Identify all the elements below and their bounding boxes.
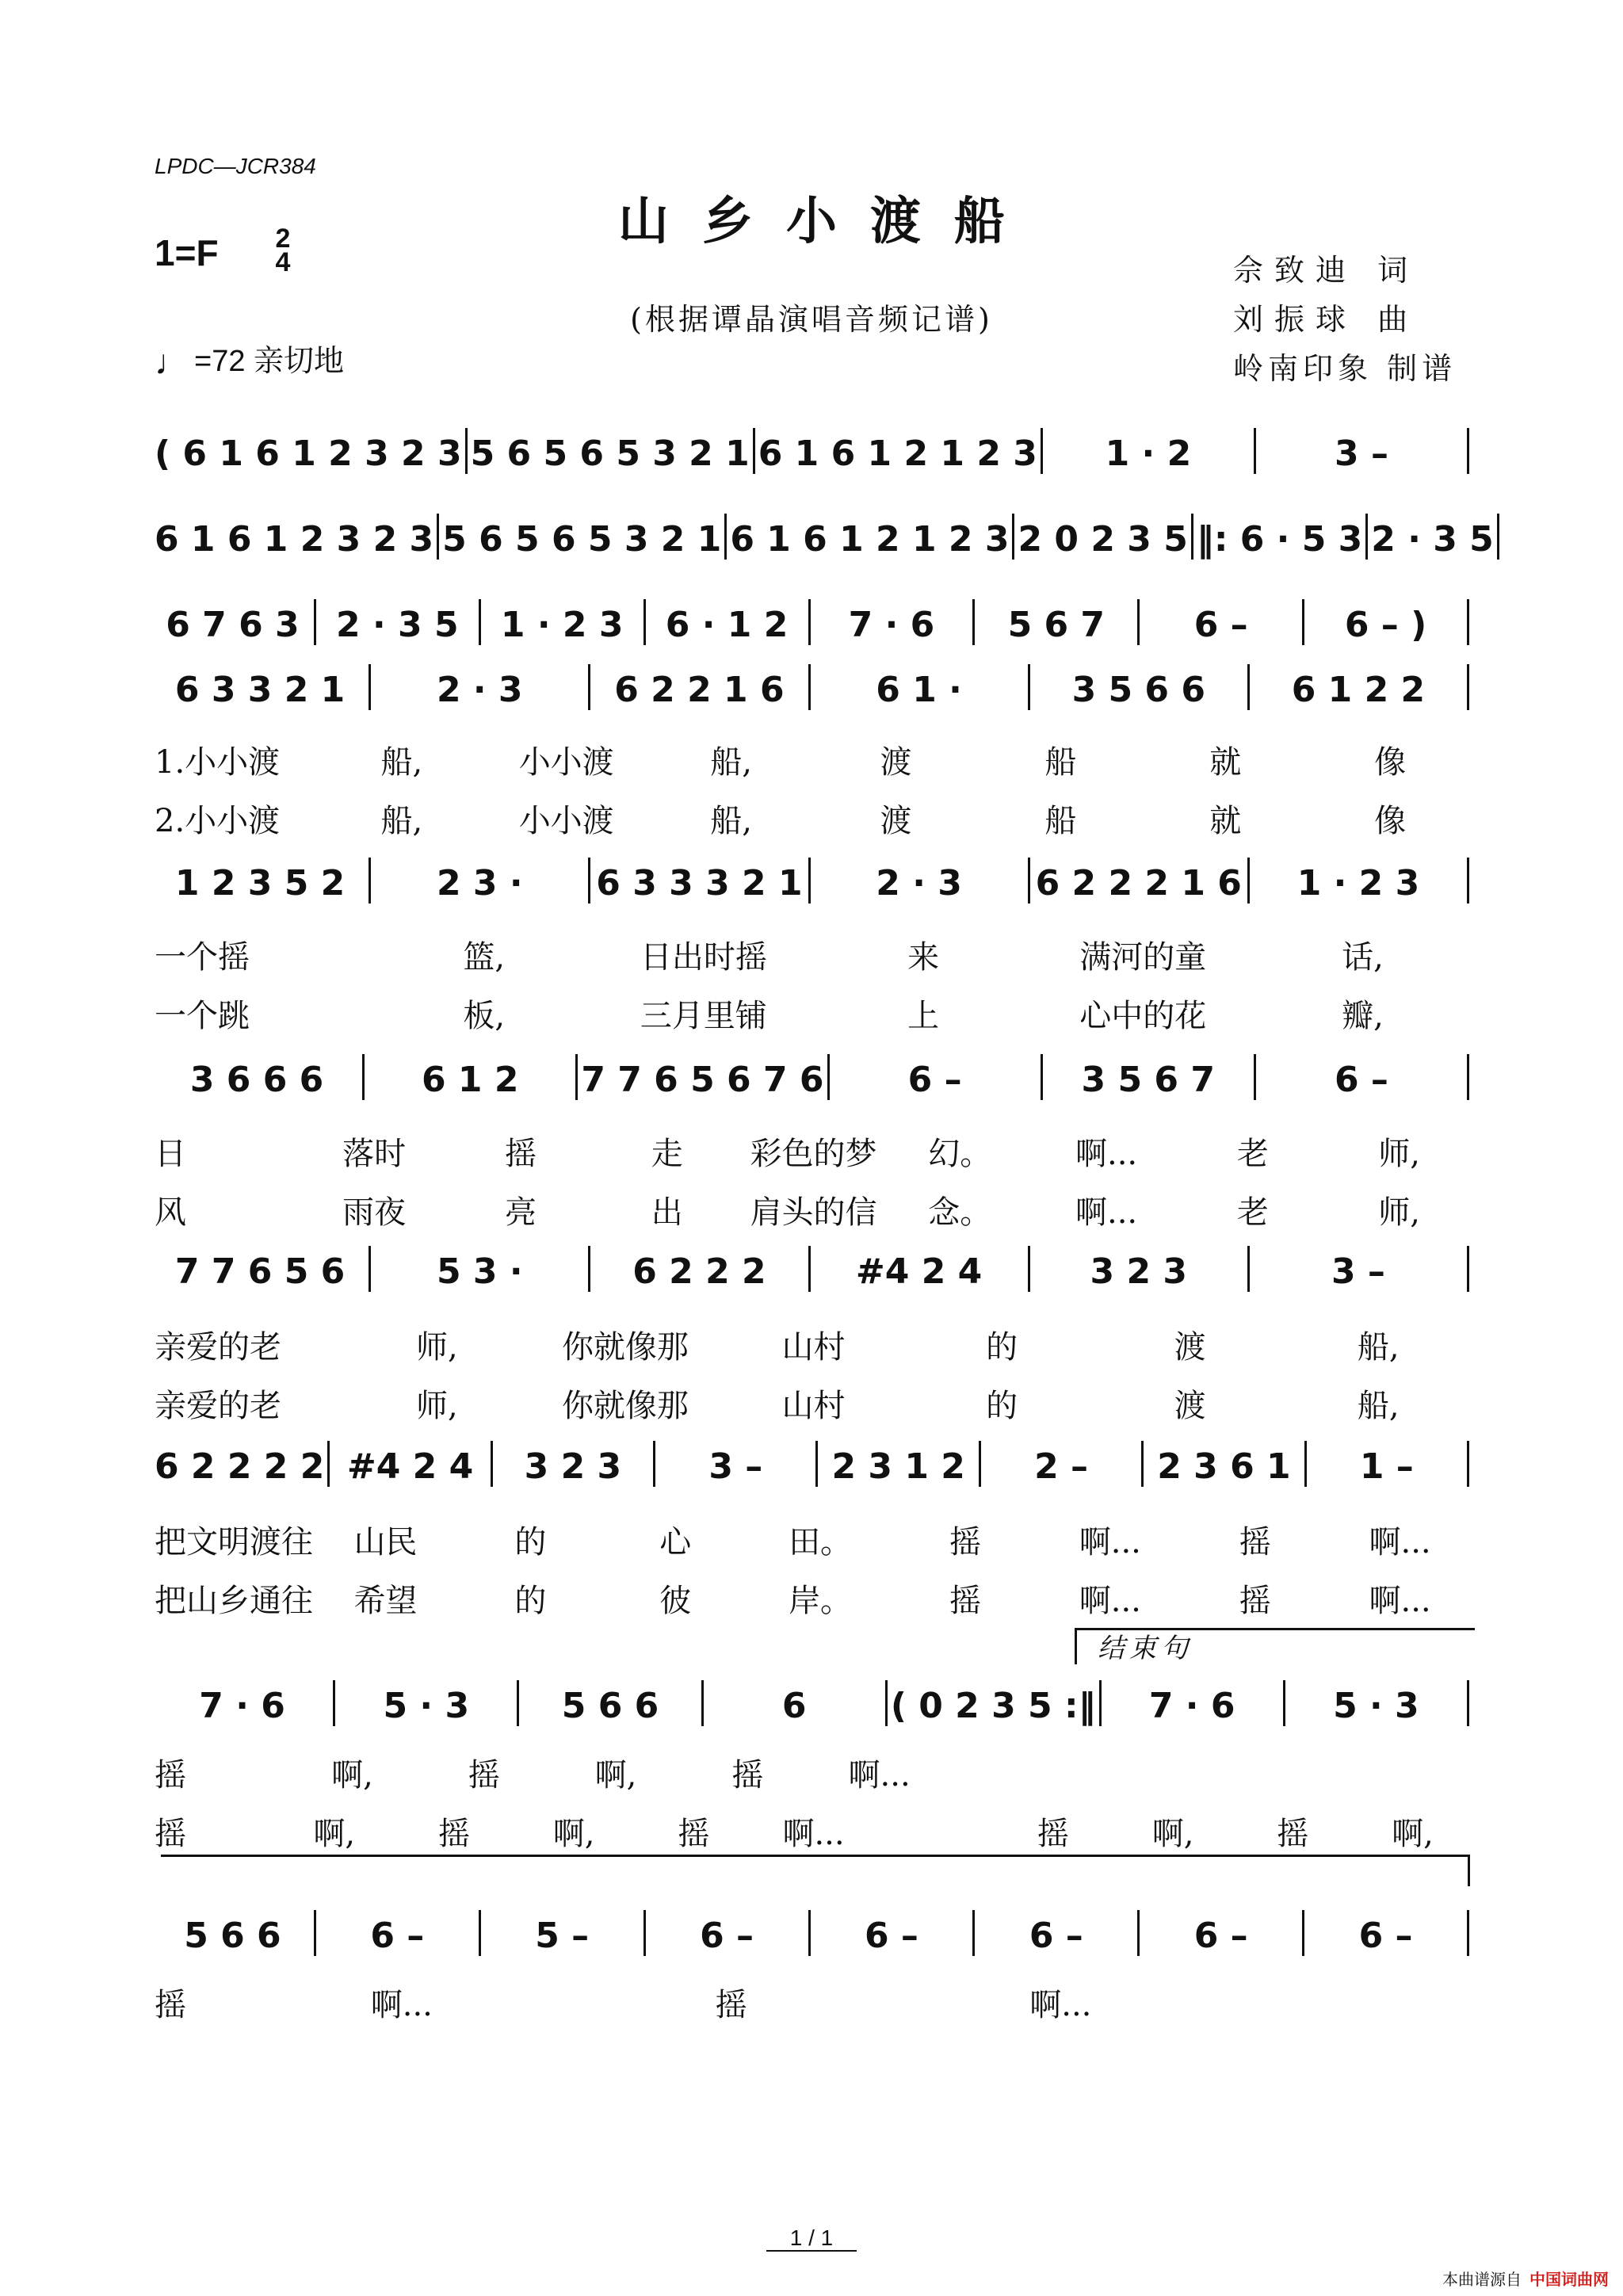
barline [369,858,371,904]
barline [1137,599,1140,645]
key-signature: 1=F [155,232,219,273]
barline [1467,599,1469,645]
lyric-word: 啊... [1369,1583,1431,1619]
measure: 6 2 2 2 [632,1251,766,1292]
lyric-word: 你就像那 [561,1329,689,1366]
lyric-word: 啊, [313,1816,356,1852]
barline [575,1054,578,1100]
time-bottom: 4 [275,247,291,277]
lyric-word: 像 [1374,803,1407,839]
measure: 6 – [1193,1916,1248,1956]
measure: 6 2 2 1 6 [614,670,785,710]
score-row-4 [155,664,1472,710]
barline [1254,428,1256,474]
lyric-word: 摇 [155,1757,186,1794]
lyric-word: 摇 [504,1136,537,1172]
lyric-word [1209,1750,1340,1795]
measure: #4 2 4 [346,1446,474,1487]
arranger-credit: 岭南印象 制谱 [1233,351,1457,386]
footer-credit [1442,2267,1609,2290]
lyric-word: 你就像那 [561,1388,689,1424]
footer-site: 中国词曲网 [1529,2271,1609,2289]
barline [1099,1680,1102,1726]
measure: 2 · 3 [436,670,523,710]
score-row-8 [155,1441,1472,1487]
lyric-word: 啊, [331,1757,373,1794]
barline [808,1246,811,1292]
lyric-word [1308,1980,1472,2025]
barline [314,599,316,645]
lyric-word: 念。 [928,1194,992,1231]
lyric-word: 摇 [1239,1583,1271,1619]
measure: 2 · 3 [876,863,962,904]
lyric-word: 师, [1378,1136,1420,1172]
score-row-5 [155,858,1472,904]
lyric-word: 啊... [782,1816,845,1852]
barline [333,1680,335,1726]
lyric-word: 话, [1342,939,1384,976]
lyric-word: 摇 [1239,1524,1271,1561]
measure: 6 1 · [876,670,962,710]
lyric-word: 师, [416,1388,458,1424]
score-row-10 [155,1910,1472,1956]
barline [1028,1246,1030,1292]
lyric-word: 走 [651,1136,683,1172]
lyric-word [1143,1980,1308,2025]
lyric-word: 瓣, [1342,998,1384,1034]
barline [753,428,755,474]
lyric-word: 出 [651,1194,683,1231]
measure: 3 – [1331,1251,1385,1292]
measure: 6 1 2 [421,1060,519,1100]
song-title: 山乡小渡船 [618,192,1038,251]
measure: 3 2 3 [524,1446,622,1487]
lyric-word: 啊, [1151,1816,1194,1852]
lyric-word: 老 [1236,1194,1269,1231]
measure: 6 – [1358,1916,1413,1956]
barline [369,664,371,710]
barline [588,1246,590,1292]
barline [437,514,439,560]
measure: 6 [781,1686,807,1726]
measure: 7 · 6 [199,1686,285,1726]
barline [1467,664,1469,710]
lyric-word: 啊, [1392,1816,1434,1852]
measure: 2 3 1 2 [831,1446,965,1487]
measure: 5 6 6 [561,1686,659,1726]
barline [1247,1246,1250,1292]
lyric-word [873,1809,993,1854]
lyric-word: 摇 [715,1987,747,2023]
barline [808,664,811,710]
lyric-word: 船, [1357,1388,1400,1424]
page-number-text: 1 / 1 [766,2225,857,2252]
composer-credit: 刘振球 曲 [1233,302,1419,337]
measure: 6 3 3 3 2 1 [596,863,803,904]
measure: 3 6 6 6 [189,1060,324,1100]
lyric-word: 肩头的信 [750,1194,877,1231]
barline [1137,1910,1140,1956]
ending-label: 结束句 [1098,1633,1193,1664]
lyric-word: 篮, [463,939,506,976]
measure: 3 5 6 6 [1071,670,1205,710]
measure: 1 2 3 5 2 [174,863,346,904]
lyric-word: 船, [380,744,423,781]
measure: 3 5 6 7 [1081,1060,1215,1100]
lyric-word: 上 [907,998,940,1034]
barline [701,1680,704,1726]
measure: 2 3 6 1 [1157,1446,1291,1487]
lyric-word: 啊... [1369,1524,1431,1561]
measure: 5 6 7 [1007,605,1106,645]
lyric-word: 摇 [678,1816,710,1852]
measure: ( 0 2 3 5 :‖ [890,1686,1096,1726]
lyric-word: 满河的童 [1079,939,1207,976]
measure: 3 2 3 [1090,1251,1188,1292]
measure: ( 6 1 6 1 2 3 2 3 [155,434,462,474]
lyric-word: 就 [1209,744,1242,781]
barline [1028,858,1030,904]
lyric-word: 田。 [789,1524,853,1561]
lyric-line-r9a [155,1750,1472,1795]
barline [815,1441,818,1487]
barline [1041,1054,1043,1100]
lyric-word [1077,1750,1209,1795]
barline [1467,1441,1469,1487]
score-row-7 [155,1246,1472,1292]
lyric-word: 船 [1044,744,1077,781]
lyric-word: 亮 [504,1194,537,1231]
lyric-word: 幻。 [928,1136,992,1172]
lyric-word: 啊... [1075,1194,1138,1231]
lyric-word: 啊... [370,1987,433,2023]
measure: 1 · 2 3 [500,605,624,645]
score-code: LPDC—JCR384 [155,154,316,178]
lyric-word: 板, [463,998,506,1034]
measure: 5 · 3 [1333,1686,1419,1726]
lyric-line-r6b [155,1187,1472,1232]
barline [1302,599,1304,645]
lyric-word: 雨夜 [342,1194,407,1231]
lyric-word: 啊... [1075,1136,1138,1172]
lyric-line-r6a [155,1129,1472,1174]
measure: 2 – [1034,1446,1089,1487]
measure: 6 – [907,1060,962,1100]
barline [362,1054,365,1100]
lyric-line-r10 [155,1980,1472,2025]
barline [1467,1910,1469,1956]
measure: 6 2 2 2 2 [155,1446,325,1487]
lyric-word: 山村 [781,1329,846,1366]
measure: 6 – [370,1916,425,1956]
barline [827,1054,830,1100]
barline [1191,514,1193,560]
measure: 7 · 6 [1148,1686,1235,1726]
barline [643,599,646,645]
lyric-word: 把山乡通往 [155,1583,313,1619]
barline [479,1910,481,1956]
measure: #4 2 4 [855,1251,983,1292]
measure: 1 · 2 3 [1296,863,1420,904]
lyric-word: 亲爱的老 [155,1388,281,1424]
lyric-word: 渡 [1174,1388,1206,1424]
measure: 6 – [700,1916,754,1956]
barline [1467,1054,1469,1100]
subtitle: (根据谭晶演唱音频记谱) [630,302,993,337]
measure: 2 · 3 5 [1371,519,1494,560]
measure: 7 7 6 5 6 [174,1251,346,1292]
measure: 6 7 6 3 [166,605,300,645]
lyric-word: 船, [1357,1329,1400,1366]
measure: 5 6 5 6 5 3 2 1 [442,519,722,560]
lyric-line-r4b [155,796,1472,841]
lyric-word: 船, [710,803,752,839]
lyric-word: 亲爱的老 [155,1329,281,1366]
lyric-line-r4a [155,737,1472,782]
barline [724,514,727,560]
final-slur-tick [1468,1855,1470,1886]
lyric-line-r7b [155,1381,1472,1426]
lyric-word: 啊... [1079,1524,1141,1561]
measure: ‖: 6 · 5 3 [1196,519,1363,560]
lyric-word: 三月里铺 [640,998,767,1034]
barline [1254,1054,1256,1100]
barline [1041,428,1043,474]
barline [1467,428,1469,474]
lyric-word: 2.小小渡 [155,803,281,839]
score-row-9 [155,1680,1472,1726]
barline [1467,1246,1469,1292]
barline [972,599,975,645]
barline [1467,1680,1469,1726]
lyric-line-r5a [155,932,1472,977]
lyricist-credit: 佘致迪 词 [1233,253,1419,288]
measure: 6 1 6 1 2 3 2 3 [155,519,434,560]
measure: 5 6 6 [184,1916,281,1956]
lyric-word: 像 [1374,744,1407,781]
barline [1012,514,1014,560]
measure: 5 3 · [436,1251,523,1292]
measure: 6 – [1193,605,1248,645]
barline [1304,1441,1307,1487]
lyric-word: 啊... [848,1757,911,1794]
lyric-word: 摇 [731,1757,764,1794]
lyric-word: 摇 [155,1816,186,1852]
barline [808,1910,811,1956]
measure: 5 · 3 [383,1686,470,1726]
lyric-word: 啊, [594,1757,637,1794]
score-row-1 [155,428,1472,474]
barline [1247,664,1250,710]
quarter-note-icon: ♩ [155,343,189,382]
barline [1283,1680,1285,1726]
lyric-word: 的 [986,1388,1018,1424]
lyric-word: 希望 [353,1583,418,1619]
lyric-word: 渡 [880,803,912,839]
lyric-word: 船, [380,803,423,839]
measure: 6 3 3 2 1 [174,670,346,710]
measure: 6 1 2 2 [1291,670,1426,710]
lyric-word: 啊, [552,1816,595,1852]
tempo-marking [155,336,344,383]
time-top: 2 [275,223,291,254]
barline [479,599,481,645]
lyric-word: 小小渡 [518,803,614,839]
barline [1302,1910,1304,1956]
barline [465,428,468,474]
lyric-word: 风 [155,1194,186,1231]
barline [588,858,590,904]
lyric-line-r8b [155,1576,1472,1621]
lyric-word [945,1750,1077,1795]
lyric-word: 摇 [437,1816,470,1852]
lyric-word: 船, [710,744,752,781]
time-signature [272,223,294,277]
lyric-word: 师, [416,1329,458,1366]
measure: 1 · 2 [1105,434,1192,474]
lyric-word: 渡 [880,744,912,781]
measure: 7 7 6 5 6 7 6 [581,1060,824,1100]
lyric-word: 老 [1236,1136,1269,1172]
lyric-word: 小小渡 [518,744,614,781]
measure: 2 · 3 5 [336,605,459,645]
measure: 6 2 2 2 1 6 [1035,863,1242,904]
lyric-word: 岸。 [789,1583,853,1619]
lyric-word: 来 [907,939,940,976]
lyric-word [1341,1750,1472,1795]
barline [1365,514,1368,560]
barline [643,1910,646,1956]
measure: 6 – ) [1344,605,1427,645]
barline [885,1680,888,1726]
lyric-line-r8a [155,1517,1472,1562]
lyric-word: 啊... [1029,1987,1092,2023]
lyric-word: 的 [514,1583,547,1619]
measure: 3 – [1335,434,1388,474]
barline [1497,514,1499,560]
measure: 6 – [1334,1060,1388,1100]
measure: 3 – [708,1446,763,1487]
lyric-word: 摇 [1277,1816,1309,1852]
lyric-word: 把文明渡往 [155,1524,313,1561]
tempo-text: =72 亲切地 [194,345,345,378]
lyric-word: 啊... [1079,1583,1141,1619]
lyric-word: 落时 [342,1136,407,1172]
lyric-word: 山村 [781,1388,846,1424]
lyric-word: 山民 [353,1524,418,1561]
lyric-word [814,1980,979,2025]
barline [588,664,590,710]
lyric-word: 摇 [949,1524,981,1561]
lyric-word: 一个跳 [155,998,250,1034]
lyric-word: 日出时摇 [640,939,767,976]
final-slur-line [161,1855,1470,1857]
measure: 1 – [1359,1446,1414,1487]
lyric-word: 摇 [155,1987,186,2023]
ending-bracket-tick [1075,1628,1077,1664]
lyric-word: 船 [1044,803,1077,839]
measure: 7 · 6 [848,605,935,645]
measure: 6 · 1 2 [665,605,789,645]
lyric-line-r9b [155,1809,1472,1854]
lyric-word: 一个摇 [155,939,250,976]
lyric-line-r7a [155,1322,1472,1367]
barline [808,858,811,904]
lyric-word: 心中的花 [1079,998,1207,1034]
lyric-word: 的 [514,1524,547,1561]
barline [972,1910,975,1956]
lyric-word: 师, [1378,1194,1420,1231]
barline [314,1910,316,1956]
lyric-word: 彩色的梦 [750,1136,877,1172]
barline [1141,1441,1144,1487]
barline [491,1441,493,1487]
measure: 6 – [864,1916,918,1956]
score-row-6 [155,1054,1472,1100]
measure: 6 1 6 1 2 1 2 3 [730,519,1010,560]
barline [653,1441,655,1487]
page-number [0,2225,1623,2251]
score-row-3 [155,599,1472,645]
lyric-word: 摇 [949,1583,981,1619]
lyric-word: 就 [1209,803,1242,839]
measure: 2 0 2 3 5 [1018,519,1188,560]
barline [979,1441,981,1487]
barline [1028,664,1030,710]
barline [1467,858,1469,904]
barline [1247,858,1250,904]
lyric-word: 摇 [468,1757,500,1794]
lyric-word: 日 [155,1136,186,1172]
lyric-word: 摇 [1037,1816,1069,1852]
barline [517,1680,519,1726]
measure: 6 1 6 1 2 1 2 3 [758,434,1037,474]
lyric-word: 渡 [1174,1329,1206,1366]
lyric-word: 心 [659,1524,692,1561]
footer-source: 本曲谱源自 [1442,2271,1522,2289]
lyric-word: 1.小小渡 [155,744,281,781]
barline [808,599,811,645]
lyric-word [484,1980,649,2025]
score-row-2 [155,514,1494,560]
barline [327,1441,330,1487]
measure: 5 6 5 6 5 3 2 1 [470,434,750,474]
barline [369,1246,371,1292]
measure: 6 – [1029,1916,1083,1956]
lyric-word: 的 [986,1329,1018,1366]
measure: 5 – [535,1916,590,1956]
lyric-line-r5b [155,991,1472,1036]
lyric-word: 彼 [659,1583,692,1619]
measure: 2 3 · [436,863,523,904]
